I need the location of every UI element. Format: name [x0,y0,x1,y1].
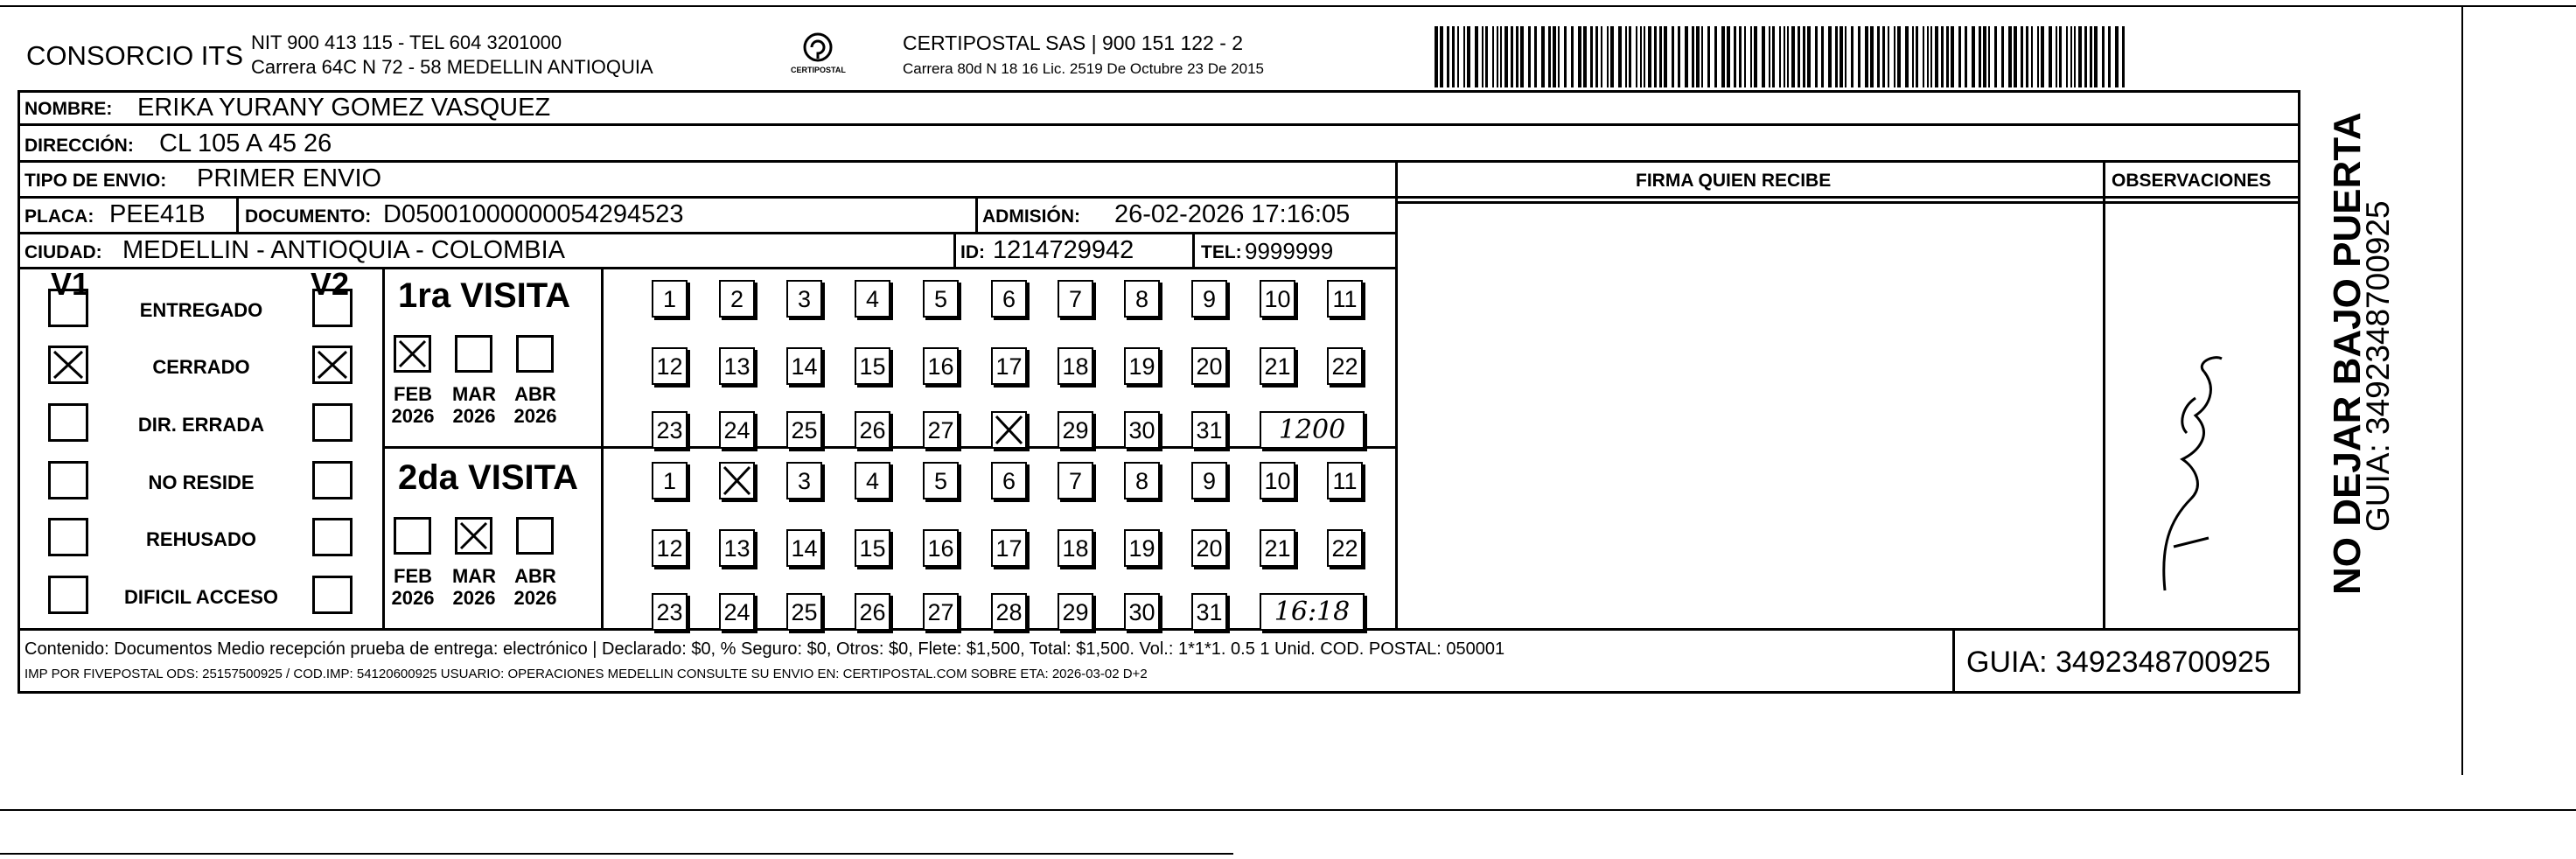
visit-title-0: 1ra VISITA [398,276,571,315]
form-right-line [2298,90,2300,694]
visit2-day-21[interactable]: 21 [1260,529,1295,567]
visit2-day-27[interactable]: 27 [923,593,959,631]
visit2-month-label-1: MAR 2026 [451,565,497,610]
company-name: CONSORCIO ITS [26,40,244,71]
visit2-day-2[interactable] [719,462,755,499]
visit2-day-28[interactable]: 28 [991,593,1027,631]
logo-text: CERTIPOSTAL [791,66,846,74]
status-label-3: NO RESIDE [148,471,255,493]
direccion-label: DIRECCIÓN: [24,136,134,156]
bottom-edge-line-2 [0,853,1233,855]
visit2-day-8[interactable]: 8 [1124,462,1160,499]
visit2-day-24[interactable]: 24 [719,593,755,631]
visit1-day-3[interactable]: 3 [786,280,822,318]
contenido-line: Contenido: Documentos Medio recepción prueba de entrega: electrónico | Declarado: $0, % Seguro: $0, Otros: $0, Flete: $1,500, Total: $1,500. Vol.: 1*1*1. 0.5 1 Unid. COD. POSTAL: 050001 [24,639,1505,659]
visit2-day-6[interactable]: 6 [991,462,1027,499]
v1-checkbox-3[interactable] [48,461,88,499]
visit2-day-4[interactable]: 4 [855,462,890,499]
col-status-visit [382,267,385,628]
barcode [1435,26,2130,87]
visit1-day-23[interactable]: 23 [652,411,688,449]
visit1-day-7[interactable]: 7 [1058,280,1093,318]
nombre-value: ERIKA YURANY GOMEZ VASQUEZ [137,94,551,122]
visit1-day-19[interactable]: 19 [1124,347,1160,385]
visit2-day-31[interactable]: 31 [1191,593,1227,631]
tipo-label: TIPO DE ENVIO: [24,171,167,191]
id-value: 1214729942 [993,236,1134,264]
visit1-day-8[interactable]: 8 [1124,280,1160,318]
placa-value: PEE41B [109,200,206,228]
visit1-day-20[interactable]: 20 [1191,347,1227,385]
visit2-day-18[interactable]: 18 [1058,529,1093,567]
visit2-day-26[interactable]: 26 [855,593,890,631]
visit2-day-20[interactable]: 20 [1191,529,1227,567]
visit1-month-checkbox-0[interactable] [394,335,431,373]
status-label-0: ENTREGADO [139,299,263,321]
license-line: Carrera 80d N 18 16 Lic. 2519 De Octubre 23 De 2015 [903,60,1264,77]
visit2-day-17[interactable]: 17 [991,529,1027,567]
visit1-day-24[interactable]: 24 [719,411,755,449]
visit1-month-label-0: FEB 2026 [391,383,435,428]
v1-label: V1 [51,266,90,302]
visit1-day-29[interactable]: 29 [1058,411,1093,449]
visit1-day-11[interactable]: 11 [1327,280,1363,318]
nombre-label: NOMBRE: [24,99,113,119]
visit1-day-22[interactable]: 22 [1327,347,1363,385]
row-line-2 [17,160,2300,163]
v1-checkbox-1[interactable] [48,346,88,384]
observaciones-header: OBSERVACIONES [2112,171,2272,191]
visit1-month-checkbox-1[interactable] [455,335,492,373]
visit1-month-checkbox-2[interactable] [516,335,554,373]
visit2-day-16[interactable]: 16 [923,529,959,567]
side-guia: GUIA: 3492348700925 [2360,200,2396,532]
form-left-line [17,90,20,694]
visit1-day-1[interactable]: 1 [652,280,688,318]
visit1-month-label-1: MAR 2026 [451,383,497,428]
top-edge-line [0,5,2576,7]
status-label-1: CERRADO [152,356,250,378]
visit1-day-16[interactable]: 16 [923,347,959,385]
status-label-5: DIFICIL ACCESO [123,586,278,608]
certipostal-logo [787,28,848,80]
status-label-2: DIR. ERRADA [137,414,265,436]
visit2-day-7[interactable]: 7 [1058,462,1093,499]
visit2-month-label-0: FEB 2026 [391,565,435,610]
visit2-day-25[interactable]: 25 [786,593,822,631]
v2-checkbox-2[interactable] [312,403,353,442]
no-dejar-warning: NO DEJAR BAJO PUERTA [2326,112,2369,595]
visit-title-1: 2da VISITA [398,458,578,497]
visit1-day-9[interactable]: 9 [1191,280,1227,318]
visit1-day-28[interactable] [991,411,1027,449]
ciudad-value: MEDELLIN - ANTIOQUIA - COLOMBIA [122,236,565,264]
visit2-day-29[interactable]: 29 [1058,593,1093,631]
col-obs-left [2103,160,2105,628]
right-edge-line [2461,5,2463,775]
v2-checkbox-5[interactable] [312,576,353,614]
visit1-day-5[interactable]: 5 [923,280,959,318]
col-doc-adm [975,196,978,232]
admision-value: 26-02-2026 17:16:05 [1114,200,1351,228]
visit2-month-checkbox-2[interactable] [516,517,554,555]
row-line-5 [17,267,1395,269]
row-line-4 [17,232,1395,234]
address-line: Carrera 64C N 72 - 58 MEDELLIN ANTIOQUIA [251,56,653,78]
visit1-day-27[interactable]: 27 [923,411,959,449]
col-id-tel [1192,232,1195,267]
v1-checkbox-2[interactable] [48,403,88,442]
visit2-day-1[interactable]: 1 [652,462,688,499]
visit1-day-14[interactable]: 14 [786,347,822,385]
v2-checkbox-3[interactable] [312,461,353,499]
v2-checkbox-4[interactable] [312,518,353,556]
tipo-value: PRIMER ENVIO [197,164,382,192]
row-line-3 [17,196,2300,199]
visit2-day-15[interactable]: 15 [855,529,890,567]
visit2-day-22[interactable]: 22 [1327,529,1363,567]
visit1-day-30[interactable]: 30 [1124,411,1160,449]
visit1-day-10[interactable]: 10 [1260,280,1295,318]
tel-label: TEL: [1201,242,1242,262]
visit1-day-15[interactable]: 15 [855,347,890,385]
admision-label: ADMISIÓN: [982,206,1080,227]
visit1-day-25[interactable]: 25 [786,411,822,449]
nit-line: NIT 900 413 115 - TEL 604 3201000 [251,31,562,53]
v2-checkbox-1[interactable] [312,346,353,384]
v2-checkbox-0[interactable] [312,289,353,327]
visit1-day-13[interactable]: 13 [719,347,755,385]
certipostal-line: CERTIPOSTAL SAS | 900 151 122 - 2 [903,31,1244,54]
visit1-day-31[interactable]: 31 [1191,411,1227,449]
col-firma-left [1395,160,1398,628]
visit2-day-13[interactable]: 13 [719,529,755,567]
col-month-days [601,267,604,628]
recipient-signature [2143,346,2239,599]
visit1-time-box[interactable]: 1200 [1260,411,1365,449]
col-footer-guia [1952,628,1955,691]
visit2-day-14[interactable]: 14 [786,529,822,567]
visit2-day-9[interactable]: 9 [1191,462,1227,499]
visit2-month-label-2: ABR 2026 [513,565,557,610]
visit2-day-30[interactable]: 30 [1124,593,1160,631]
col-city-id [953,232,956,267]
bottom-edge-line [0,809,2576,811]
visit1-day-26[interactable]: 26 [855,411,890,449]
visit2-day-19[interactable]: 19 [1124,529,1160,567]
form-top-line [17,90,2300,93]
visit1-day-2[interactable]: 2 [719,280,755,318]
visit1-day-17[interactable]: 17 [991,347,1027,385]
form-bottom-line [17,691,2300,694]
visit1-day-21[interactable]: 21 [1260,347,1295,385]
visit2-day-3[interactable]: 3 [786,462,822,499]
v1-checkbox-5[interactable] [48,576,88,614]
v1-checkbox-0[interactable] [48,289,88,327]
visit1-month-label-2: ABR 2026 [513,383,557,428]
visit2-day-5[interactable]: 5 [923,462,959,499]
documento-value: D05001000000054294523 [383,200,684,228]
documento-label: DOCUMENTO: [245,206,372,227]
visit2-day-11[interactable]: 11 [1327,462,1363,499]
row-line-1 [17,123,2300,126]
visit2-day-12[interactable]: 12 [652,529,688,567]
visit2-day-10[interactable]: 10 [1260,462,1295,499]
v2-label: V2 [311,266,350,302]
visit2-day-23[interactable]: 23 [652,593,688,631]
signature-header-line [1395,201,2298,204]
firma-header: FIRMA QUIEN RECIBE [1636,171,1832,191]
imp-line: IMP POR FIVEPOSTAL ODS: 25157500925 / COD.IMP: 54120600925 USUARIO: OPERACIONES MEDELLIN CONSULTE SU ENVIO EN: CERTIPOSTAL.COM SOBRE ETA: 2026-03-02 D+2 [24,667,1148,681]
col-placa-doc [236,196,239,232]
ciudad-label: CIUDAD: [24,242,102,262]
visit2-month-checkbox-1[interactable] [455,517,492,555]
visit1-day-4[interactable]: 4 [855,280,890,318]
visit2-month-checkbox-0[interactable] [394,517,431,555]
visit1-day-12[interactable]: 12 [652,347,688,385]
visit1-day-18[interactable]: 18 [1058,347,1093,385]
tel-value: 9999999 [1245,238,1334,264]
status-label-4: REHUSADO [146,528,256,550]
direccion-value: CL 105 A 45 26 [159,129,332,157]
placa-label: PLACA: [24,206,94,227]
visit2-time-box[interactable]: 16:18 [1260,593,1365,631]
visit1-day-6[interactable]: 6 [991,280,1027,318]
v1-checkbox-4[interactable] [48,518,88,556]
footer-guia: GUIA: 3492348700925 [1966,646,2271,679]
id-label: ID: [960,242,985,262]
